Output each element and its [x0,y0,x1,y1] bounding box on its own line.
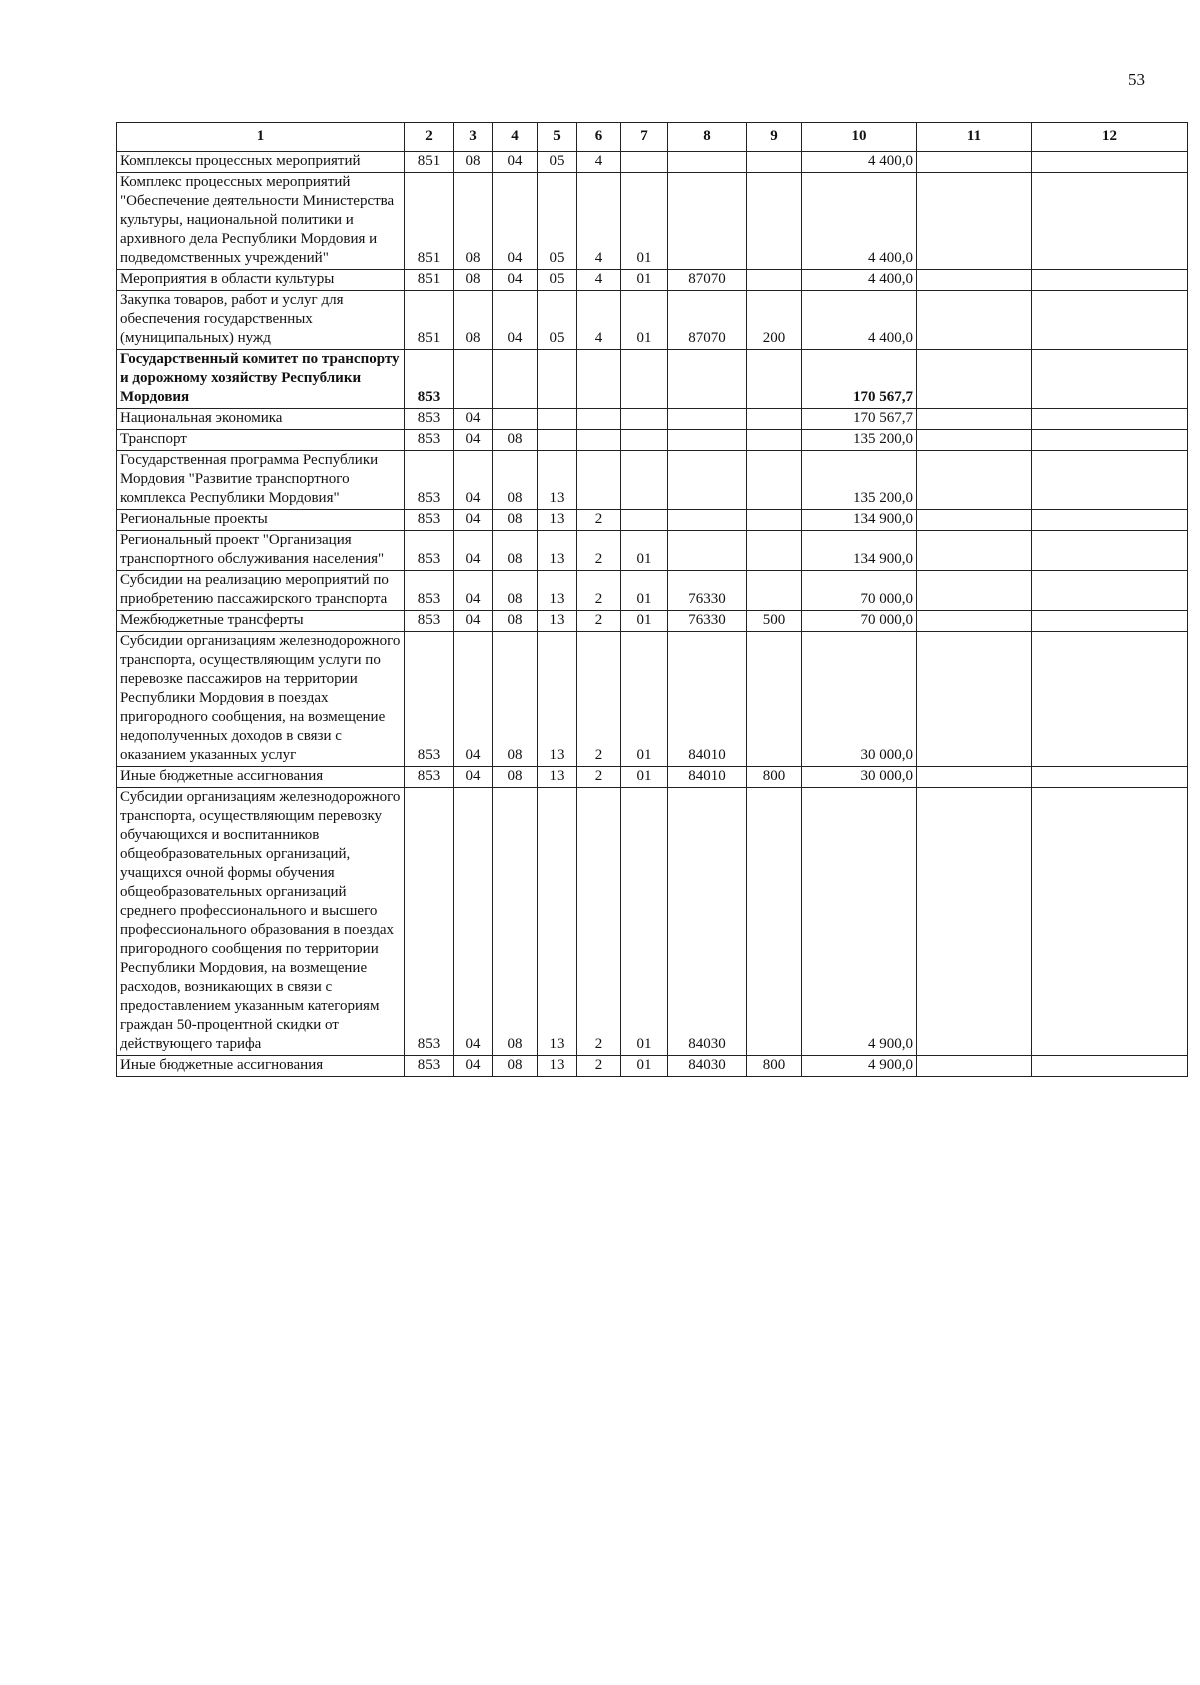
row-col9-cell [747,571,802,611]
row-col7-cell: 01 [621,1056,668,1077]
row-col2-cell: 853 [405,611,454,632]
row-col8-cell [668,350,747,409]
row-name-cell: Закупка товаров, работ и услуг для обеспечения государственных (муниципальных) нужд [117,291,405,350]
row-col7-cell [621,350,668,409]
table-row [117,510,1188,531]
row-col6-cell: 2 [577,510,621,531]
row-col8-cell [668,430,747,451]
row-col5-cell: 13 [538,632,577,767]
row-col9-cell: 500 [747,611,802,632]
row-col7-cell: 01 [621,291,668,350]
row-col12-cell [1032,173,1188,270]
row-col4-cell: 08 [493,767,538,788]
row-col8-cell [668,451,747,510]
col-header-12: 12 [1032,123,1188,152]
row-col7-cell: 01 [621,571,668,611]
row-col9-cell [747,173,802,270]
col-header-11: 11 [917,123,1032,152]
row-col6-cell: 4 [577,173,621,270]
row-col2-cell: 853 [405,350,454,409]
row-name-cell: Транспорт [117,430,405,451]
row-col7-cell [621,152,668,173]
row-amount-cell: 4 900,0 [802,788,917,1056]
row-col5-cell: 05 [538,152,577,173]
row-col2-cell: 851 [405,173,454,270]
row-col5-cell: 13 [538,510,577,531]
row-name-cell: Иные бюджетные ассигнования [117,1056,405,1077]
row-col12-cell [1032,430,1188,451]
row-amount-cell: 135 200,0 [802,451,917,510]
row-col11-cell [917,291,1032,350]
row-amount-cell: 135 200,0 [802,430,917,451]
row-col9-cell [747,510,802,531]
row-col8-cell [668,173,747,270]
row-col3-cell: 08 [454,291,493,350]
row-col11-cell [917,611,1032,632]
row-col4-cell: 04 [493,152,538,173]
row-col4-cell: 08 [493,510,538,531]
row-col7-cell [621,430,668,451]
row-col6-cell: 2 [577,767,621,788]
row-col3-cell: 08 [454,270,493,291]
row-col6-cell: 2 [577,571,621,611]
row-col11-cell [917,767,1032,788]
row-col7-cell [621,409,668,430]
row-col9-cell [747,270,802,291]
row-col7-cell [621,451,668,510]
row-col3-cell [454,350,493,409]
row-col9-cell [747,632,802,767]
col-header-2: 2 [405,123,454,152]
row-col8-cell: 84010 [668,767,747,788]
row-col11-cell [917,451,1032,510]
row-col12-cell [1032,152,1188,173]
table-row [117,611,1188,632]
row-col4-cell: 04 [493,270,538,291]
table-row [117,531,1188,571]
row-col2-cell: 851 [405,291,454,350]
row-amount-cell: 4 400,0 [802,173,917,270]
row-amount-cell: 30 000,0 [802,767,917,788]
row-amount-cell: 170 567,7 [802,409,917,430]
row-col4-cell: 08 [493,571,538,611]
budget-table-body [117,152,1188,1077]
row-col5-cell: 13 [538,611,577,632]
row-col3-cell: 04 [454,767,493,788]
row-col5-cell: 13 [538,767,577,788]
row-col8-cell: 87070 [668,291,747,350]
row-col2-cell: 853 [405,1056,454,1077]
row-col9-cell: 200 [747,291,802,350]
row-col8-cell: 84030 [668,1056,747,1077]
row-col8-cell: 84010 [668,632,747,767]
row-col6-cell: 4 [577,291,621,350]
row-col7-cell: 01 [621,173,668,270]
row-col11-cell [917,152,1032,173]
row-col12-cell [1032,270,1188,291]
row-col7-cell: 01 [621,767,668,788]
row-col6-cell [577,350,621,409]
row-amount-cell: 170 567,7 [802,350,917,409]
row-name-cell: Межбюджетные трансферты [117,611,405,632]
row-col12-cell [1032,632,1188,767]
row-col3-cell: 04 [454,409,493,430]
row-name-cell: Государственный комитет по транспорту и дорожному хозяйству Республики Мордовия [117,350,405,409]
row-amount-cell: 4 400,0 [802,270,917,291]
row-col12-cell [1032,510,1188,531]
row-col3-cell: 04 [454,632,493,767]
row-col6-cell [577,430,621,451]
row-col8-cell [668,409,747,430]
row-col5-cell [538,409,577,430]
row-col2-cell: 853 [405,409,454,430]
row-name-cell: Комплексы процессных мероприятий [117,152,405,173]
row-col4-cell: 08 [493,451,538,510]
col-header-7: 7 [621,123,668,152]
row-col5-cell [538,350,577,409]
row-col4-cell [493,409,538,430]
row-col3-cell: 04 [454,430,493,451]
row-col7-cell: 01 [621,632,668,767]
row-col6-cell [577,451,621,510]
row-col9-cell [747,409,802,430]
col-header-5: 5 [538,123,577,152]
row-col6-cell: 4 [577,152,621,173]
row-col9-cell [747,531,802,571]
row-col11-cell [917,571,1032,611]
row-col3-cell: 08 [454,152,493,173]
row-col3-cell: 04 [454,571,493,611]
row-col2-cell: 851 [405,270,454,291]
col-header-8: 8 [668,123,747,152]
row-col11-cell [917,173,1032,270]
row-col5-cell: 05 [538,173,577,270]
row-amount-cell: 134 900,0 [802,510,917,531]
row-col5-cell: 13 [538,571,577,611]
row-name-cell: Национальная экономика [117,409,405,430]
row-col12-cell [1032,571,1188,611]
row-col5-cell: 13 [538,788,577,1056]
row-col6-cell: 2 [577,1056,621,1077]
row-col12-cell [1032,350,1188,409]
row-name-cell: Субсидии организациям железнодорожного транспорта, осуществляющим услуги по перевозке пассажиров на территории Республики Мордовия в поездах пригородного сообщения, на возмещение недополученных доходов в связи с оказанием указанных услуг [117,632,405,767]
row-col6-cell: 4 [577,270,621,291]
row-col11-cell [917,531,1032,571]
row-col6-cell: 2 [577,531,621,571]
row-col5-cell: 13 [538,1056,577,1077]
row-col12-cell [1032,451,1188,510]
table-row [117,1056,1188,1077]
table-row [117,173,1188,270]
row-amount-cell: 4 400,0 [802,152,917,173]
row-col2-cell: 853 [405,531,454,571]
row-col5-cell: 13 [538,451,577,510]
row-col3-cell: 04 [454,788,493,1056]
row-name-cell: Мероприятия в области культуры [117,270,405,291]
table-row [117,270,1188,291]
row-name-cell: Региональные проекты [117,510,405,531]
row-col8-cell: 87070 [668,270,747,291]
row-col7-cell: 01 [621,270,668,291]
row-col2-cell: 853 [405,767,454,788]
row-col8-cell [668,152,747,173]
row-col2-cell: 851 [405,152,454,173]
row-col3-cell: 04 [454,451,493,510]
row-col4-cell: 04 [493,291,538,350]
row-amount-cell: 70 000,0 [802,571,917,611]
row-col4-cell: 08 [493,788,538,1056]
row-col9-cell: 800 [747,767,802,788]
table-row [117,409,1188,430]
row-col6-cell: 2 [577,632,621,767]
row-name-cell: Региональный проект "Организация транспортного обслуживания населения" [117,531,405,571]
row-col9-cell [747,152,802,173]
table-row [117,451,1188,510]
row-col8-cell [668,510,747,531]
row-amount-cell: 70 000,0 [802,611,917,632]
row-col3-cell: 04 [454,531,493,571]
row-name-cell: Иные бюджетные ассигнования [117,767,405,788]
col-header-4: 4 [493,123,538,152]
row-col5-cell: 13 [538,531,577,571]
col-header-9: 9 [747,123,802,152]
budget-table [116,122,1188,1077]
row-col4-cell: 08 [493,430,538,451]
row-col4-cell: 08 [493,531,538,571]
header-row [117,123,1188,152]
row-col11-cell [917,430,1032,451]
row-col3-cell: 04 [454,611,493,632]
row-col4-cell: 08 [493,1056,538,1077]
row-col12-cell [1032,409,1188,430]
row-name-cell: Комплекс процессных мероприятий "Обеспечение деятельности Министерства культуры, национальной политики и архивного дела Республики Мордовия и подведомственных учреждений" [117,173,405,270]
row-col12-cell [1032,531,1188,571]
table-row [117,767,1188,788]
row-col2-cell: 853 [405,451,454,510]
col-header-1: 1 [117,123,405,152]
table-row [117,350,1188,409]
row-amount-cell: 4 900,0 [802,1056,917,1077]
col-header-3: 3 [454,123,493,152]
col-header-10: 10 [802,123,917,152]
row-col12-cell [1032,291,1188,350]
row-col9-cell [747,451,802,510]
row-amount-cell: 134 900,0 [802,531,917,571]
row-col9-cell: 800 [747,1056,802,1077]
row-col6-cell: 2 [577,611,621,632]
row-col12-cell [1032,611,1188,632]
row-col12-cell [1032,788,1188,1056]
row-col7-cell: 01 [621,531,668,571]
table-row [117,571,1188,611]
table-row [117,632,1188,767]
row-col2-cell: 853 [405,632,454,767]
row-col3-cell: 04 [454,510,493,531]
row-amount-cell: 30 000,0 [802,632,917,767]
row-col7-cell: 01 [621,611,668,632]
row-col8-cell: 76330 [668,571,747,611]
row-col9-cell [747,788,802,1056]
table-row [117,788,1188,1056]
row-col2-cell: 853 [405,788,454,1056]
row-amount-cell: 4 400,0 [802,291,917,350]
row-col12-cell [1032,767,1188,788]
row-col9-cell [747,430,802,451]
row-col2-cell: 853 [405,430,454,451]
col-header-6: 6 [577,123,621,152]
row-col6-cell: 2 [577,788,621,1056]
row-col5-cell [538,430,577,451]
row-col5-cell: 05 [538,270,577,291]
row-col2-cell: 853 [405,571,454,611]
row-name-cell: Государственная программа Республики Мордовия "Развитие транспортного комплекса Республики Мордовия" [117,451,405,510]
row-col11-cell [917,270,1032,291]
row-col3-cell: 04 [454,1056,493,1077]
row-col11-cell [917,632,1032,767]
row-col4-cell: 08 [493,632,538,767]
row-col12-cell [1032,1056,1188,1077]
row-col3-cell: 08 [454,173,493,270]
row-col4-cell: 04 [493,173,538,270]
row-col8-cell: 84030 [668,788,747,1056]
row-col5-cell: 05 [538,291,577,350]
row-col8-cell: 76330 [668,611,747,632]
row-col11-cell [917,788,1032,1056]
row-col7-cell: 01 [621,788,668,1056]
row-name-cell: Субсидии на реализацию мероприятий по приобретению пассажирского транспорта [117,571,405,611]
row-col8-cell [668,531,747,571]
table-row [117,152,1188,173]
row-col4-cell: 08 [493,611,538,632]
row-name-cell: Субсидии организациям железнодорожного транспорта, осуществляющим перевозку обучающихся и воспитанников общеобразовательных организаций, учащихся очной формы обучения общеобразовательных организаций среднего профессионального и высшего профессионального образования в поездах пригородного сообщения по территории Республики Мордовия, на возмещение расходов, возникающих в связи с предоставлением указанным категориям граждан 50-процентной скидки от действующего тарифа [117,788,405,1056]
row-col7-cell [621,510,668,531]
row-col9-cell [747,350,802,409]
table-row [117,291,1188,350]
table-row [117,430,1188,451]
row-col2-cell: 853 [405,510,454,531]
row-col11-cell [917,510,1032,531]
row-col11-cell [917,350,1032,409]
row-col4-cell [493,350,538,409]
page-number: 53 [1128,70,1145,89]
row-col11-cell [917,1056,1032,1077]
row-col6-cell [577,409,621,430]
row-col11-cell [917,409,1032,430]
